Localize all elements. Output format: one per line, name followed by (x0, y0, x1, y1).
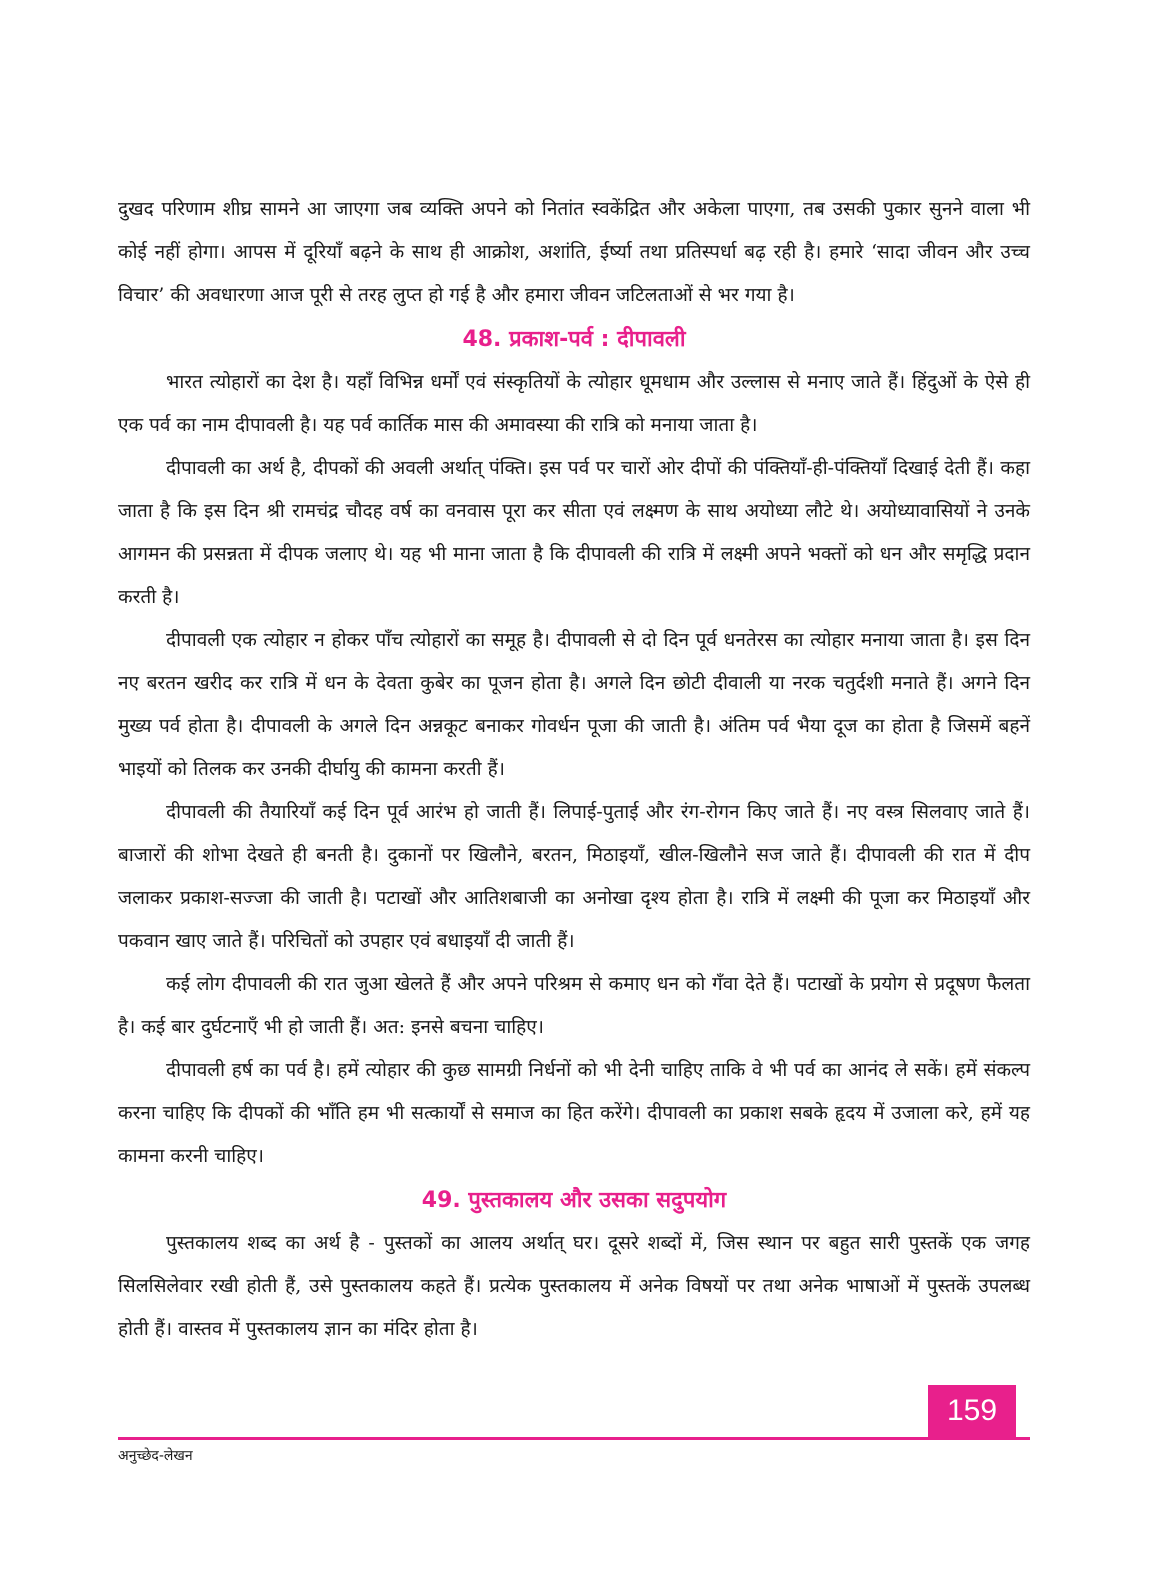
page-body (118, 188, 1030, 1351)
section-48-paragraph-6: दीपावली हर्ष का पर्व है। हमें त्योहार की कुछ सामग्री निर्धनों को भी देनी चाहिए ताकि वे भी पर्व का आनंद ले सकें। हमें संकल्प करना चाहिए कि दीपकों की भाँति हम भी सत्कार्यों से समाज का हित करेंगे। दीपावली का प्रकाश सबके हृदय में उजाला करे, हमें यह कामना करनी चाहिए। (118, 1059, 1030, 1167)
section-48-paragraph-3: दीपावली एक त्योहार न होकर पाँच त्योहारों का समूह है। दीपावली से दो दिन पूर्व धनतेरस का त्योहार मनाया जाता है। इस दिन नए बरतन खरीद कर रात्रि में धन के देवता कुबेर का पूजन होता है। अगले दिन छोटी दीवाली या नरक चतुर्दशी मनाते हैं। अगने दिन मुख्य पर्व होता है। दीपावली के अगले दिन अन्नकूट बनाकर गोवर्धन पूजा की जाती है। अंतिम पर्व भैया दूज का होता है जिसमें बहनें भाइयों को तिलक कर उनकी दीर्घायु की कामना करती हैं। (118, 629, 1030, 780)
continuation-paragraph: दुखद परिणाम शीघ्र सामने आ जाएगा जब व्यक्ति अपने को नितांत स्वकेंद्रित और अकेला पाएगा, तब उसकी पुकार सुनने वाला भी कोई नहीं होगा। आपस में दूरियाँ बढ़ने के साथ ही आक्रोश, अशांति, ईर्ष्या तथा प्रतिस्पर्धा बढ़ रही है। हमारे ‘सादा जीवन और उच्च विचार’ की अवधारणा आज पूरी से तरह लुप्त हो गई है और हमारा जीवन जटिलताओं से भर गया है। (118, 198, 1030, 306)
section-48-paragraph-4: दीपावली की तैयारियाँ कई दिन पूर्व आरंभ हो जाती हैं। लिपाई-पुताई और रंग-रोगन किए जाते हैं। नए वस्त्र सिलवाए जाते हैं। बाजारों की शोभा देखते ही बनती है। दुकानों पर खिलौने, बरतन, मिठाइयाँ, खील-खिलौने सज जाते हैं। दीपावली की रात में दीप जलाकर प्रकाश-सज्जा की जाती है। पटाखों और आतिशबाजी का अनोखा दृश्य होता है। रात्रि में लक्ष्मी की पूजा कर मिठाइयाँ और पकवान खाए जाते हैं। परिचितों को उपहार एवं बधाइयाँ दी जाती हैं। (118, 801, 1030, 952)
section-49-paragraph-1: पुस्तकालय शब्द का अर्थ है - पुस्तकों का आलय अर्थात् घर। दूसरे शब्दों में, जिस स्थान पर बहुत सारी पुस्तकें एक जगह सिलसिलेवार रखी होती हैं, उसे पुस्तकालय कहते हैं। प्रत्येक पुस्तकालय में अनेक विषयों पर तथा अनेक भाषाओं में पुस्तकें उपलब्ध होती हैं। वास्तव में पुस्तकालय ज्ञान का मंदिर होता है। (118, 1232, 1030, 1340)
footer-chapter-label: अनुच्छेद-लेखन (118, 1448, 193, 1464)
section-49-title: 49. पुस्तकालय और उसका सदुपयोग (421, 1188, 727, 1213)
page-number: 159 (928, 1385, 1016, 1437)
section-48-paragraph-5: कई लोग दीपावली की रात जुआ खेलते हैं और अपने परिश्रम से कमाए धन को गँवा देते हैं। पटाखों के प्रयोग से प्रदूषण फैलता है। कई बार दुर्घटनाएँ भी हो जाती हैं। अत: इनसे बचना चाहिए। (118, 973, 1030, 1038)
section-48-paragraph-1: भारत त्योहारों का देश है। यहाँ विभिन्न धर्मों एवं संस्कृतियों के त्योहार धूमधाम और उल्लास से मनाए जाते हैं। हिंदुओं के ऐसे ही एक पर्व का नाम दीपावली है। यह पर्व कार्तिक मास की अमावस्या की रात्रि को मनाया जाता है। (118, 371, 1030, 436)
footer-divider (118, 1437, 1030, 1440)
section-48-paragraph-2: दीपावली का अर्थ है, दीपकों की अवली अर्थात् पंक्ति। इस पर्व पर चारों ओर दीपों की पंक्तियाँ-ही-पंक्तियाँ दिखाई देती हैं। कहा जाता है कि इस दिन श्री रामचंद्र चौदह वर्ष का वनवास पूरा कर सीता एवं लक्ष्मण के साथ अयोध्या लौटे थे। अयोध्यावासियों ने उनके आगमन की प्रसन्नता में दीपक जलाए थे। यह भी माना जाता है कि दीपावली की रात्रि में लक्ष्मी अपने भक्तों को धन और समृद्धि प्रदान करती है। (118, 457, 1030, 608)
section-48-title: 48. प्रकाश-पर्व : दीपावली (462, 327, 686, 352)
